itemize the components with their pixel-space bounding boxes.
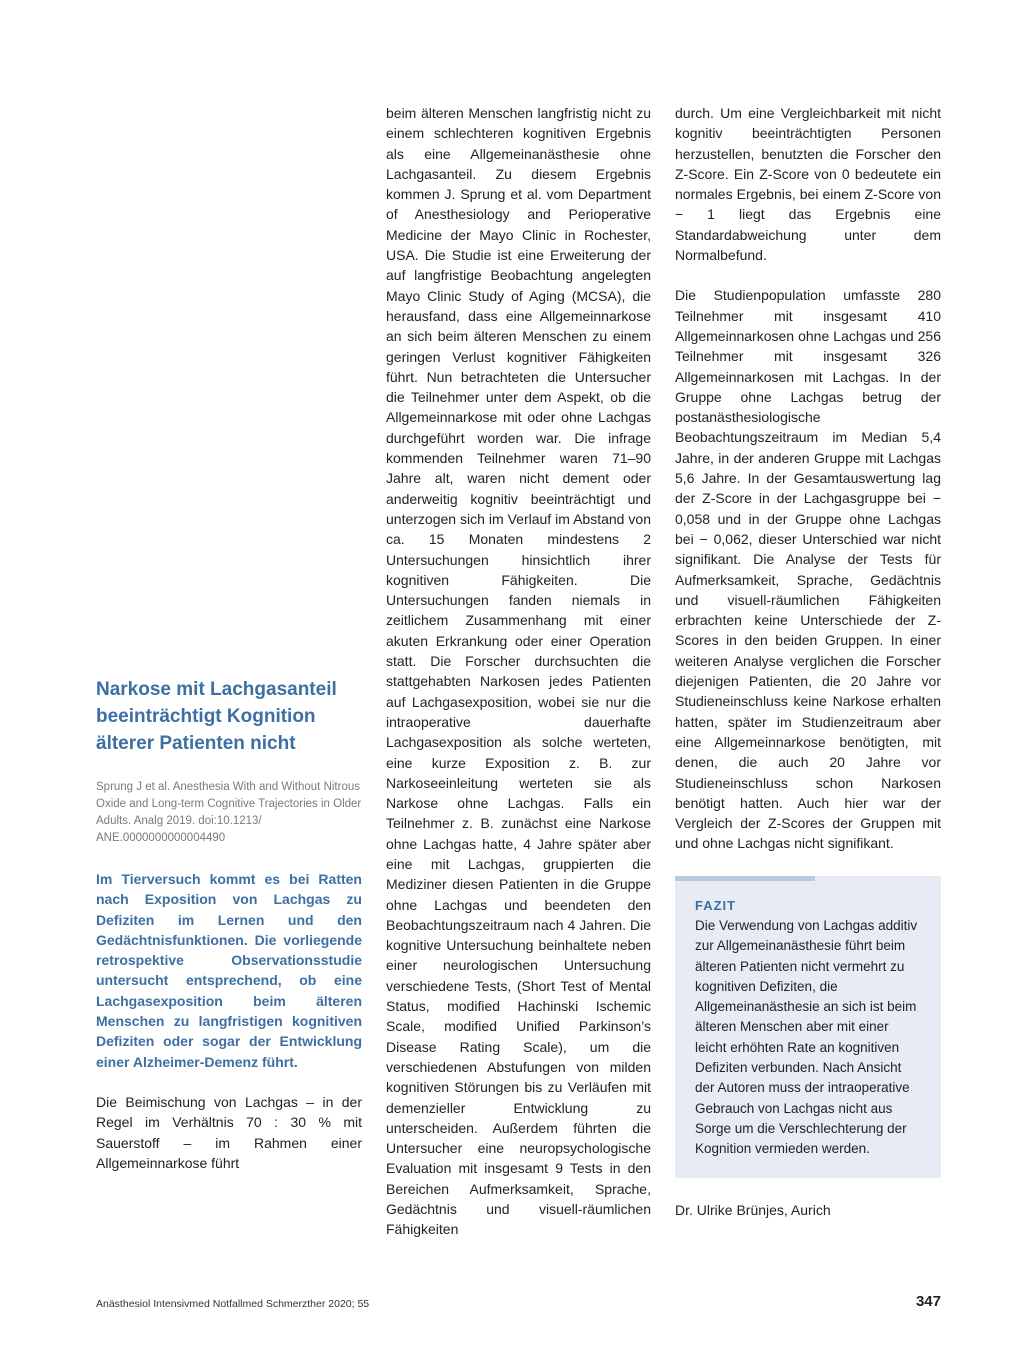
author: Dr. Ulrike Brünjes, Aurich	[675, 1201, 831, 1218]
fazit-text: Die Verwendung von Lachgas additiv zur Allgemeinanästhesie führt beim älteren Patienten nicht vermehrt zu kognitiven Defiziten, die Allgemeinanästhesie an sich ist beim älteren Menschen aber mit einer leicht erhöhten Rate an kognitiven Defiziten verbunden. Nach Ansicht der Autoren muss der intraoperative Gebrauch von Lachgas nicht aus Sorge um die Verschlechterung der Kognition vermieden werden.	[695, 917, 918, 1157]
body-paragraph-2: beim älteren Menschen langfristig nicht zu einem schlechteren kognitiven Ergebnis als eine Allgemeinanästhesie ohne Lachgasanteil. Zu diesem Ergebnis kommen J. Sprung et al. vom Department of Anesthesiology and Perioperative Medicine der Mayo Clinic in Rochester, USA. Die Studie ist eine Erweiterung der auf langfristige Beobachtung angelegten Mayo Clinic Study of Aging (MCSA), die herausfand, dass eine Allgemeinnarkose an sich beim älteren Menschen zu einem geringen Verlust kognitiver Fähigkeiten führt. Nun betrachteten die Untersucher die Teilnehmer unter dem Aspekt, ob die Allgemeinnarkose mit oder ohne Lachgas durchgeführt worden war. Die infrage kommenden Teilnehmer waren 71–90 Jahre alt, waren nicht dement oder anderweitig kognitiv beeinträchtigt und unterzogen sich im Verlauf im Abstand von ca. 15 Monaten mindestens 2 Untersuchungen hinsichtlich ihrer kognitiven Fähigkeiten. Die Untersuchungen fanden niemals in zeitlichem Zusammenhang mit einer akuten Erkrankung oder einer Operation statt. Die Forscher durchsuchten die stattgehabten Narkosen jedes Patienten auf Lachgasexposition, wobei sie nur die intraoperative dauerhafte Lachgasexposition als solche werteten, eine kurze Exposition z. B. zur Narkoseeinleitung werteten sie als Narkose ohne Lachgas. Falls ein Teilnehmer z. B. zunächst eine Narkose ohne Lachgas hatte, 4 Jahre später aber eine mit Lachgas, gruppierten die Mediziner diesen Patienten in die Gruppe ohne Lachgas und beendeten den Beobachtungszeitraum nach 4 Jahren. Die kognitive Untersuchung beinhaltete neben einer neurologischen Untersuchung verschiedene Tests, (Short Test of Mental Status, modified Hachinski Ischemic Scale, modified Unified Parkinson’s Disease Rating Scale), um die verschiedenen Abstufungen von milden kognitiven Störungen bis zu Verläufen mit demenzieller Entwicklung zu unterscheiden. Außerdem führten die Untersucher eine neuropsychologische Evaluation mit insgesamt 9 Tests in den Bereichen Aufmerksamkeit, Sprache, Gedächtnis und visuell-räumlichen Fähigkeiten	[386, 105, 651, 1238]
page-number: 347	[915, 1293, 941, 1310]
fazit-heading: FAZIT	[695, 897, 737, 913]
fazit-accent-bar	[675, 876, 815, 881]
column-right	[675, 103, 941, 1220]
journal-reference: Anästhesiol Intensivmed Notfallmed Schmerzther 2020; 55	[96, 1298, 370, 1310]
fazit-box	[675, 876, 941, 1178]
article-title: Narkose mit Lachgasanteil beeinträchtigt Kognition älterer Patienten nicht	[96, 679, 337, 754]
citation: Sprung J et al. Anesthesia With and Without Nitrous Oxide and Long-term Cognitive Trajectories in Older Adults. Analg 2019. doi:10.1213/ ANE.0000000000004490	[96, 781, 362, 844]
body-paragraph-4: Die Studienpopulation umfasste 280 Teilnehmer mit insgesamt 410 Allgemeinnarkosen ohne Lachgas und 256 Teilnehmer mit insgesamt 326 Allgemeinnarkosen mit Lachgas. In der Gruppe ohne Lachgas betrug der postanästhesiologische Beobachtungszeitraum im Median 5,4 Jahre, in der anderen Gruppe mit Lachgas 5,6 Jahre. In der Gesamtauswertung lag der Z-Score in der Lachgasgruppe bei − 0,058 und in der Gruppe ohne Lachgas bei − 0,062, dieser Unterschied war nicht signifikant. Die Analyse der Tests für Aufmerksamkeit, Sprache, Gedächtnis und visuell-räumlichen Fähigkeiten erbrachten keine Unterschiede der Z-Scores in den beiden Gruppen. In einer weiteren Analyse verglichen die Forscher diejenigen Patienten, die 20 Jahre vor Studieneinschluss keine Narkose erhalten hatten, später im Studienzeitraum aber eine Allgemeinnarkose benötigten, mit denen, die auch 20 Jahre vor Studieneinschluss schon Narkosen benötigt hatten. Auch hier war der Vergleich der Z-Scores der Gruppen mit und ohne Lachgas nicht signifikant.	[675, 287, 941, 852]
body-paragraph-1: Die Beimischung von Lachgas – in der Regel im Verhältnis 70 : 30 % mit Sauerstoff – im Rahmen einer Allgemeinnarkose führt	[96, 1093, 362, 1171]
lead-paragraph: Im Tierversuch kommt es bei Ratten nach Exposition von Lachgas zu Defiziten im Lernen und den Gedächtnisfunktionen. Die vorliegende retrospektive Observationsstudie untersucht entsprechend, ob eine Lachgasexposition beim älteren Menschen zu langfristigen kognitiven Defiziten oder sogar der Entwicklung einer Alzheimer-Demenz führt.	[96, 871, 362, 1070]
column-middle	[386, 103, 651, 1240]
body-paragraph-3: durch. Um eine Vergleichbarkeit mit nicht kognitiv beeinträchtigten Personen herzustellen, benutzten die Forscher den Z-Score. Ein Z-Score von 0 bedeutete ein normales Ergebnis, bei einem Z-Score von − 1 liegt das Ergebnis eine Standardabweichung unter dem Normalbefund.	[675, 105, 941, 264]
column-left	[96, 676, 362, 1173]
